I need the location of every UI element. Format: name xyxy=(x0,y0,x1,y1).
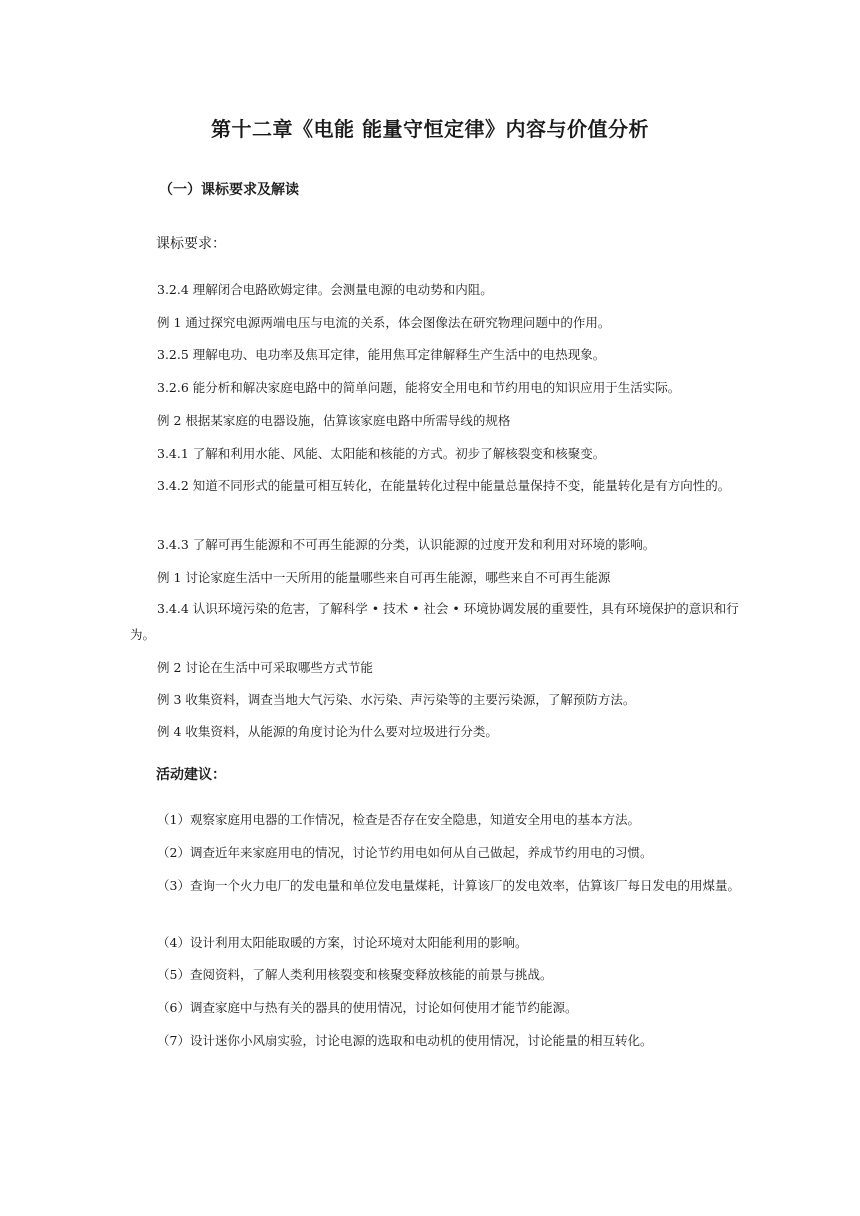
activity-item: （7）设计迷你小风扇实验，讨论电源的选取和电动机的使用情况，讨论能量的相互转化。 xyxy=(157,1033,653,1048)
standard-example: 例 1 通过探究电源两端电压与电流的关系，体会图像法在研究物理问题中的作用。 xyxy=(157,315,611,330)
standard-item: 3.4.3 了解可再生能源和不可再生能源的分类，认识能源的过度开发和利用对环境的影响。 xyxy=(157,537,656,552)
activity-item: （6）调查家庭中与热有关的器具的使用情况，讨论如何使用才能节约能源。 xyxy=(157,1000,578,1015)
activity-item: （5）查阅资料，了解人类利用核裂变和核聚变释放核能的前景与挑战。 xyxy=(157,967,553,982)
section-heading: （一）课标要求及解读 xyxy=(159,182,299,198)
standard-example: 例 3 收集资料，调查当地大气污染、水污染、声污染等的主要污染源，了解预防方法。 xyxy=(157,692,636,707)
activity-item: （3）查询一个火力电厂的发电量和单位发电量煤耗，计算该厂的发电效率，估算该厂每日发电的用煤量。 xyxy=(157,878,740,893)
standards-label: 课标要求： xyxy=(156,236,226,252)
standard-example: 例 1 讨论家庭生活中一天所用的能量哪些来自可再生能源，哪些来自不可再生能源 xyxy=(157,570,611,585)
standard-example: 例 2 讨论在生活中可采取哪些方式节能 xyxy=(157,660,373,675)
activity-item: （1）观察家庭用电器的工作情况，检查是否存在安全隐患，知道安全用电的基本方法。 xyxy=(157,812,640,827)
standard-example: 例 2 根据某家庭的电器设施，估算该家庭电路中所需导线的规格 xyxy=(157,413,511,428)
page-title: 第十二章《电能 能量守恒定律》内容与价值分析 xyxy=(211,117,649,141)
standard-item: 3.4.1 了解和利用水能、风能、太阳能和核能的方式。初步了解核裂变和核聚变。 xyxy=(157,446,606,461)
activity-item: （4）设计利用太阳能取暖的方案，讨论环境对太阳能利用的影响。 xyxy=(157,935,528,950)
activities-label: 活动建议： xyxy=(156,767,226,783)
standard-item: 3.4.2 知道不同形式的能量可相互转化，在能量转化过程中能量总量保持不变，能量转化是有方向性的。 xyxy=(157,478,731,493)
standard-item: 3.2.5 理解电功、电功率及焦耳定律，能用焦耳定律解释生产生活中的电热现象。 xyxy=(157,347,606,362)
standard-example: 例 4 收集资料，从能源的角度讨论为什么要对垃圾进行分类。 xyxy=(157,724,498,739)
activity-item: （2）调查近年来家庭用电的情况，讨论节约用电如何从自己做起，养成节约用电的习惯。 xyxy=(157,845,653,860)
standard-item: 3.2.6 能分析和解决家庭电路中的简单问题，能将安全用电和节约用电的知识应用于生活实际。 xyxy=(157,380,681,395)
standard-item: 3.4.4 认识环境污染的危害，了解科学 • 技术 • 社会 • 环境协调发展的重要性，具有环境保护的意识和行为。 xyxy=(130,601,739,642)
standard-item: 3.2.4 理解闭合电路欧姆定律。会测量电源的电动势和内阻。 xyxy=(157,282,493,297)
